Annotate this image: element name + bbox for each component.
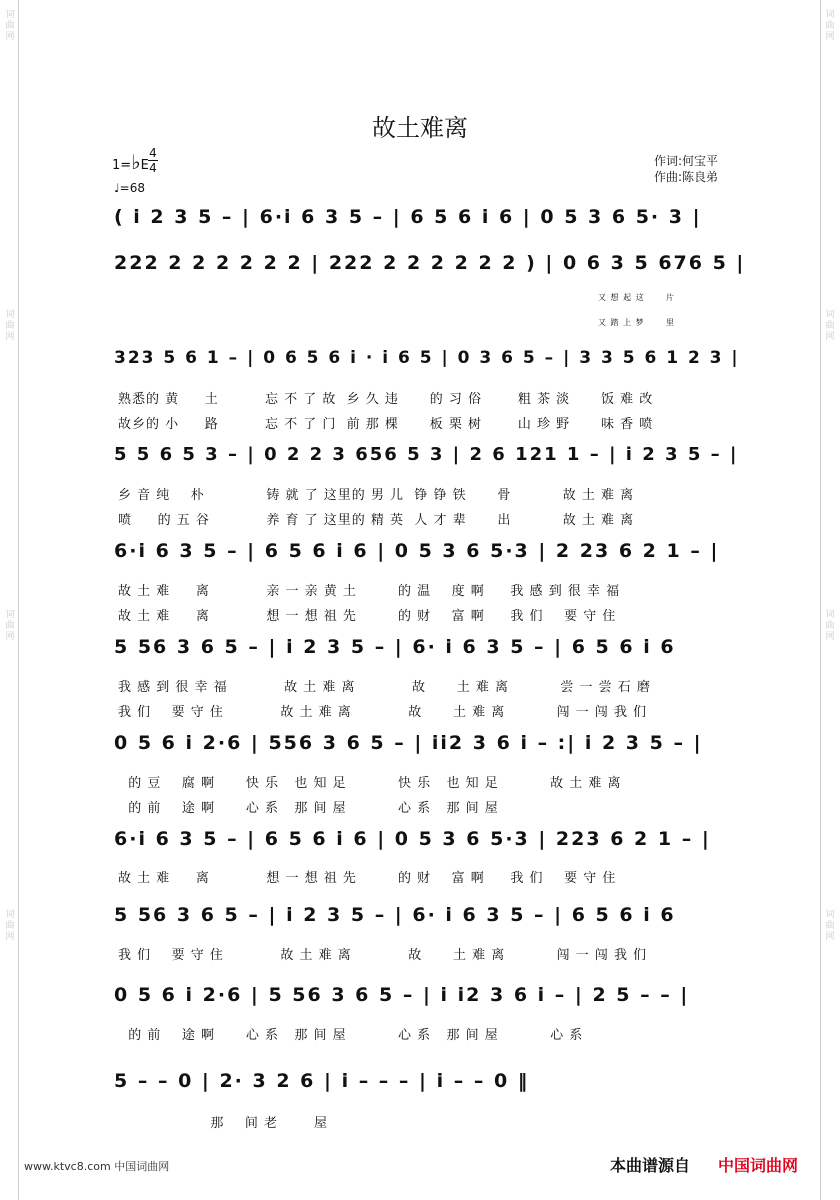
lyric-line: 的 前 途 啊 心 系 那 间 屋 心 系 那 间 屋 [118, 801, 499, 816]
staff-system [112, 248, 752, 282]
lyric-line: 故乡的 小 路 忘 不 了 门 前 那 棵 板 栗 树 山 珍 野 味 香 喷 [118, 417, 654, 432]
key-note: E [140, 158, 149, 173]
song-title: 故土难离 [372, 114, 468, 142]
footer-site: www.ktvc8.com 中国词曲网 [24, 1160, 170, 1173]
notation-line: 6·i 6 3 5 – | 6 5 6 i 6 | 0 5 3 6 5·3 | 223 6 2 1 – | [114, 828, 711, 850]
side-watermark: 词曲网 [5, 10, 15, 42]
lyric-line: 又 踏 上 梦 里 [598, 318, 675, 327]
footer-source-name: 中国词曲网 [718, 1156, 799, 1175]
notation-line: 5 5 6 5 3 – | 0 2 2 3 656 5 3 | 2 6 121 1 – | i 2 3 5 – | [114, 444, 739, 465]
lyric-line: 我 们 要 守 住 故 土 难 离 故 土 难 离 闯 一 闯 我 们 [118, 705, 648, 720]
staff-system [112, 980, 752, 1014]
notation-line: 222 2 2 2 2 2 2 | 222 2 2 2 2 2 2 ) | 0 6 3 5 676 5 | [114, 252, 746, 274]
side-watermark: 词曲网 [825, 10, 835, 42]
lyric-line: 故 土 难 离 想 一 想 祖 先 的 财 富 啊 我 们 要 守 住 [118, 871, 617, 886]
lyric-line: 我 感 到 很 幸 福 故 土 难 离 故 土 难 离 尝 一 尝 石 磨 [118, 680, 651, 695]
side-watermark: 词曲网 [5, 310, 15, 342]
lyric-line: 那 间 老 屋 [118, 1116, 328, 1131]
lyric-line: 故 土 难 离 想 一 想 祖 先 的 财 富 啊 我 们 要 守 住 [118, 609, 617, 624]
footer-source-label: 本曲谱源自 [610, 1156, 691, 1175]
side-watermark: 词曲网 [5, 910, 15, 942]
tempo-mark: ♩=68 [114, 181, 145, 195]
side-watermark: 词曲网 [825, 610, 835, 642]
staff-system [112, 440, 752, 474]
staff-system [112, 344, 752, 378]
time-top: 4 [149, 146, 157, 160]
staff-system [112, 632, 752, 666]
time-signature [148, 146, 158, 175]
lyricist: 作词:何宝平 [654, 154, 719, 168]
key-signature [112, 150, 149, 174]
credits [654, 153, 718, 185]
lyric-line: 故 土 难 离 亲 一 亲 黄 土 的 温 度 啊 我 感 到 很 幸 福 [118, 584, 621, 599]
notation-line: ( i 2 3 5 – | 6·i 6 3 5 – | 6 5 6 i 6 | 0 5 3 6 5· 3 | [114, 206, 702, 228]
notation-line: 6·i 6 3 5 – | 6 5 6 i 6 | 0 5 3 6 5·3 | 2 23 6 2 1 – | [114, 540, 720, 562]
side-watermark: 词曲网 [825, 910, 835, 942]
notation-line: 5 56 3 6 5 – | i 2 3 5 – | 6· i 6 3 5 – | 6 5 6 i 6 [114, 904, 676, 926]
staff-system [112, 824, 752, 858]
lyric-line: 我 们 要 守 住 故 土 难 离 故 土 难 离 闯 一 闯 我 们 [118, 948, 648, 963]
lyric-line: 的 前 途 啊 心 系 那 间 屋 心 系 那 间 屋 心 系 [118, 1028, 584, 1043]
flat-symbol: ♭ [131, 150, 141, 174]
time-bottom: 4 [149, 161, 157, 175]
right-margin-line [820, 0, 821, 1200]
staff-system [112, 536, 752, 570]
key-prefix: 1= [112, 158, 132, 173]
staff-system [112, 1066, 752, 1100]
lyric-line: 熟悉的 黄 土 忘 不 了 故 乡 久 违 的 习 俗 粗 茶 淡 饭 难 改 [118, 392, 654, 407]
notation-line: 5 – – 0 | 2· 3 2 6 | i – – – | i – – 0 ‖ [114, 1070, 530, 1092]
staff-system [112, 202, 752, 236]
left-margin-line [18, 0, 19, 1200]
notation-line: 5 56 3 6 5 – | i 2 3 5 – | 6· i 6 3 5 – | 6 5 6 i 6 [114, 636, 676, 658]
composer: 作曲:陈良弟 [654, 170, 719, 184]
notation-line: 0 5 6 i 2·6 | 5 56 3 6 5 – | i i2 3 6 i – | 2 5 – – | [114, 984, 690, 1006]
side-watermark: 词曲网 [825, 310, 835, 342]
notation-line: 0 5 6 i 2·6 | 556 3 6 5 – | ii2 3 6 i – :| i 2 3 5 – | [114, 732, 703, 754]
lyric-line: 的 豆 腐 啊 快 乐 也 知 足 快 乐 也 知 足 故 土 难 离 [118, 776, 622, 791]
staff-system [112, 900, 752, 934]
notation-line: 323 5 6 1 – | 0 6 5 6 i · i 6 5 | 0 3 6 5 – | 3 3 5 6 1 2 3 | [114, 348, 740, 368]
lyric-line: 乡 音 纯 朴 铸 就 了 这里的 男 儿 铮 铮 铁 骨 故 土 难 离 [118, 488, 635, 503]
staff-system [112, 728, 752, 762]
lyric-line: 又 想 起 这 片 [598, 293, 675, 302]
lyric-line: 喷 的 五 谷 养 育 了 这里的 精 英 人 才 辈 出 故 土 难 离 [118, 513, 635, 528]
side-watermark: 词曲网 [5, 610, 15, 642]
